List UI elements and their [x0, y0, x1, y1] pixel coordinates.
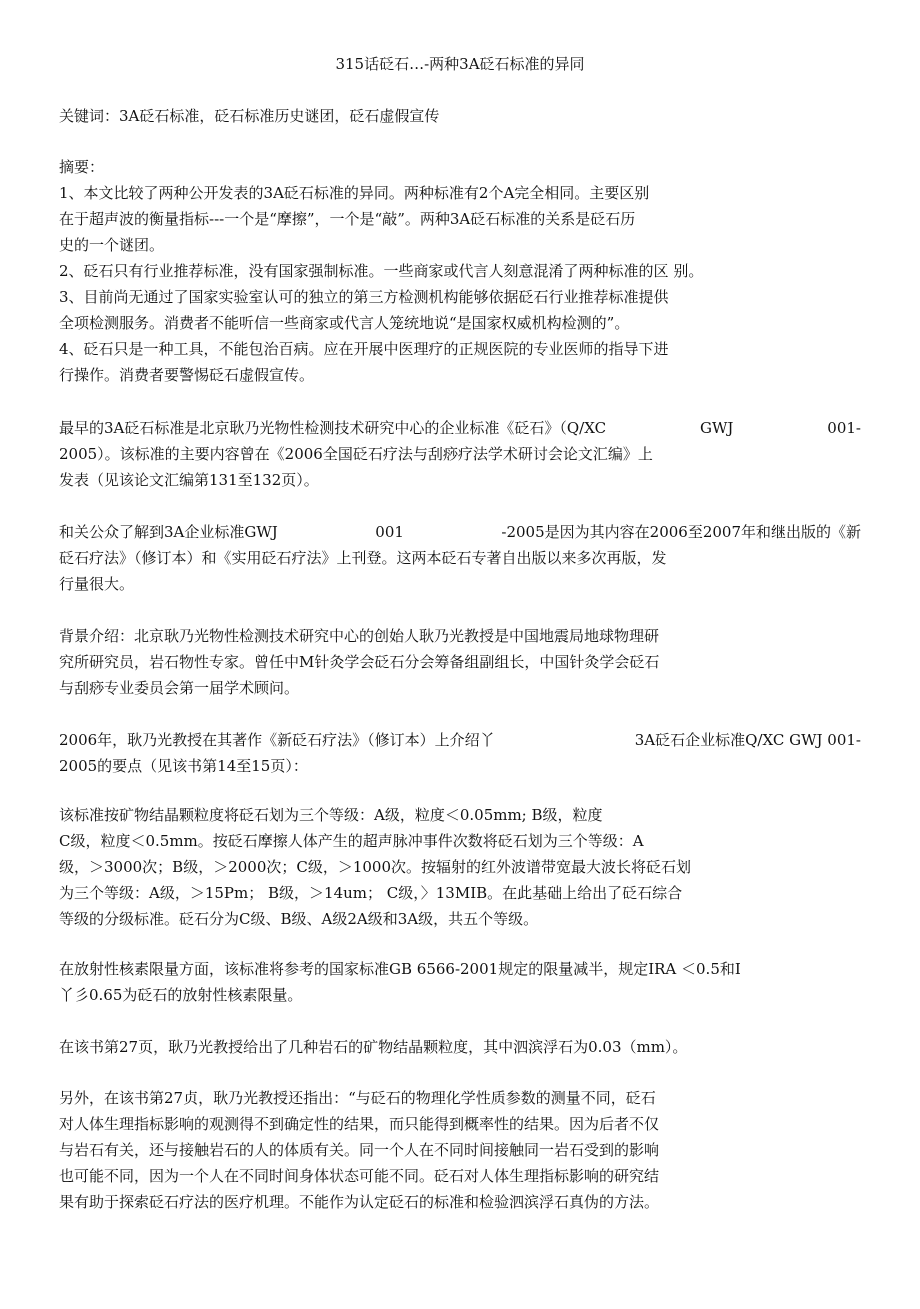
- paragraph-line: 究所研究员，岩石物性专家。曾任中M针灸学会砭石分会筹备组副组长，中国针灸学会砭石: [59, 653, 660, 671]
- paragraph-line: 与刮痧专业委员会第一届学术顾问。: [59, 679, 300, 697]
- paragraph-line: 背景介绍：北京耿乃光物性检测技术研究中心的创始人耿乃光教授是中国地震局地球物理研: [59, 627, 660, 645]
- abstract-line: 2、砭石只有行业推荐标准，没有国家强制标准。一些商家或代言人刻意混淆了两种标准的区 别。: [59, 262, 704, 280]
- abstract-line: 行操作。消费者要警惕砭石虚假宣传。: [59, 366, 315, 384]
- keywords-line: 关键词：3A砭石标准，砭石标准历史谜团，砭石虚假宣传: [59, 107, 440, 125]
- paragraph-line: 行量很大。: [59, 575, 135, 593]
- paragraph-line: 为三个等级：A级，＞15Pm； B级，＞14um； C级，〉13MIB。在此基础上给出了砭石综合: [59, 884, 683, 902]
- paragraph-line: 果有助于探索砭石疗法的医疗机理。不能作为认定砭石的标准和检验泗滨浮石真伪的方法。: [59, 1193, 660, 1211]
- text-segment: 001: [375, 523, 404, 541]
- paragraph-line: [59, 416, 861, 440]
- abstract-line: 史的一个谜团。: [59, 236, 165, 254]
- text-segment: 001-: [827, 419, 861, 437]
- paragraph-line: 丫彡0.65为砭石的放射性核素限量。: [59, 986, 303, 1004]
- paragraph-line: C级，粒度＜0.5mm。按砭石摩擦人体产生的超声脉冲事件次数将砭石划为三个等级：A: [59, 832, 644, 850]
- text-segment: 最早的3A砭石标准是北京耿乃光物性检测技术研究中心的企业标准《砭石》（Q/XC: [59, 419, 607, 437]
- abstract-line: 4、砭石只是一种工具，不能包治百病。应在开展中医理疗的正规医院的专业医师的指导下进: [59, 340, 669, 358]
- abstract-heading: 摘要：: [59, 158, 105, 176]
- abstract-line: 3、目前尚无通过了国家实验室认可的独立的第三方检测机构能够依据砭石行业推荐标准提供: [59, 288, 669, 306]
- text-segment: GWJ: [700, 419, 734, 437]
- paragraph-line: 也可能不同，因为一个人在不同时间身体状态可能不同。砭石对人体生理指标影响的研究结: [59, 1167, 660, 1185]
- paragraph-line: 在该书第27页，耿乃光教授给出了几种岩石的矿物结晶颗粒度，其中泗滨浮石为0.03（mm）。: [59, 1038, 688, 1056]
- paragraph-line: 2005）。该标准的主要内容曾在《2006全国砭石疗法与刮痧疗法学术研讨会论文汇编》上: [59, 445, 653, 463]
- paragraph-line: 砭石疗法》（修订本）和《实用砭石疗法》上刊登。这两本砭石专著自出版以来多次再版，发: [59, 549, 667, 567]
- paragraph-line: 2005的要点（见该书第14至15页）：: [59, 757, 308, 775]
- text-segment: 2006年，耿乃光教授在其著作《新砭石疗法》（修订本）上介绍丫: [59, 731, 495, 749]
- paragraph-line: 另外，在该书第27贞，耿乃光教授还指出：“与砭石的物理化学性质参数的测量不同，砭石: [59, 1089, 656, 1107]
- abstract-line: 1、本文比较了两种公开发表的3A砭石标准的异同。两种标准有2个A完全相同。主要区别: [59, 184, 650, 202]
- paragraph-line: 级，＞3000次；B级，＞2000次；C级，＞1000次。按辐射的红外波谱带宽最大波长将砭石划: [59, 858, 692, 876]
- paragraph-line: 在放射性核素限量方面，该标准将参考的国家标准GB 6566-2001规定的限量减半，规定IRA ＜0.5和I: [59, 960, 741, 978]
- abstract-line: 全项检测服务。消费者不能听信一些商家或代言人笼统地说“是国家权威机构检测的”。: [59, 314, 630, 332]
- paragraph-line: 发表（见该论文汇编第131至132页）。: [59, 471, 319, 489]
- text-segment: 和关公众了解到3A企业标准GWJ: [59, 523, 278, 541]
- text-segment: 3A砭石企业标准Q/XC GWJ 001-: [634, 731, 861, 749]
- text-segment: -2005是因为其内容在2006至2007年和继出版的《新: [501, 523, 861, 541]
- paragraph-line: [59, 728, 861, 752]
- paragraph-line: 该标准按矿物结晶颗粒度将砭石划为三个等级：A级，粒度＜0.05mm; B级，粒度: [59, 806, 603, 824]
- paragraph-line: 等级的分级标准。砭石分为C级、B级、A级2A级和3A级，共五个等级。: [59, 910, 539, 928]
- document-title: 315话砭石…-两种3A砭石标准的异同: [335, 55, 585, 73]
- paragraph-line: [59, 520, 861, 544]
- paragraph-line: 对人体生理指标影响的观测得不到确定性的结果，而只能得到概率性的结果。因为后者不仅: [59, 1115, 660, 1133]
- abstract-line: 在于超声波的衡量指标---一个是“摩擦”，一个是“敲”。两种3A砭石标准的关系是砭石历: [59, 210, 636, 228]
- paragraph-line: 与岩石有关，还与接触岩石的人的体质有关。同一个人在不同时间接触同一岩石受到的影响: [59, 1141, 660, 1159]
